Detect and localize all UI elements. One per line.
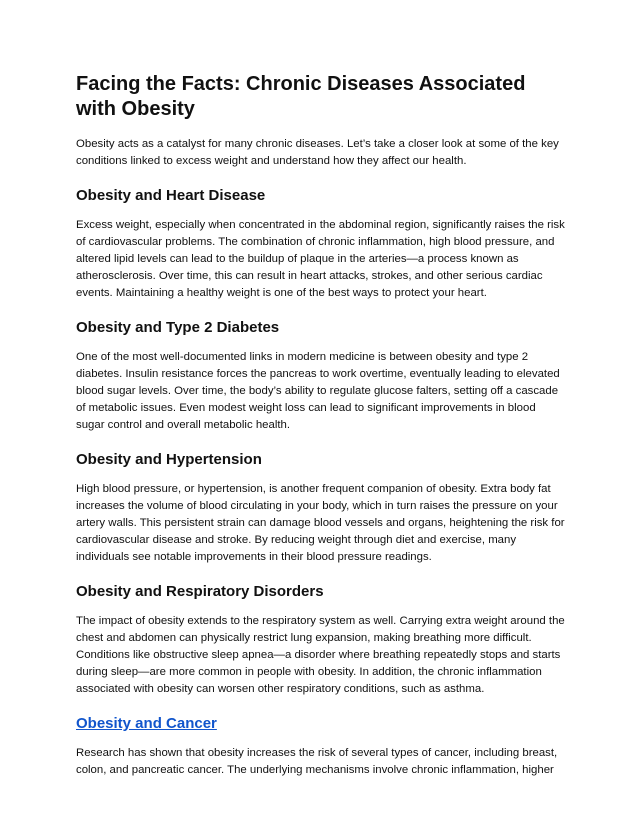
section-heading-cancer	[76, 714, 566, 734]
section-heading-heart-disease: Obesity and Heart Disease	[76, 187, 266, 204]
document-page	[76, 72, 566, 795]
section-heading-type-2-diabetes: Obesity and Type 2 Diabetes	[76, 319, 280, 336]
section-heading-respiratory-disorders: Obesity and Respiratory Disorders	[76, 583, 324, 600]
intro-paragraph: Obesity acts as a catalyst for many chronic diseases. Let’s take a closer look at some of the key conditions linked to excess weight and understand how they affect our health.	[76, 138, 559, 167]
section-body-cancer: Research has shown that obesity increases the risk of several types of cancer, including breast, colon, and pancreatic cancer. The underlying mechanisms involve chronic inflammation, higher	[76, 747, 558, 776]
section-body-heart-disease: Excess weight, especially when concentrated in the abdominal region, significantly raises the risk of cardiovascular problems. The combination of chronic inflammation, high blood pressure, and altered lipid levels can lead to the buildup of plaque in the arteries—a process known as atherosclerosis. Over time, this can result in heart attacks, strokes, and other serious cardiac events. Maintaining a healthy weight is one of the best ways to protect your heart.	[76, 219, 565, 299]
section-body-hypertension: High blood pressure, or hypertension, is another frequent companion of obesity. Extra body fat increases the volume of blood circulating in your body, which in turn raises the pressure on your artery walls. This persistent strain can damage blood vessels and organs, heightening the risk for cardiovascular disease and stroke. By reducing weight through diet and exercise, many individuals see notable improvements in their blood pressure readings.	[76, 483, 565, 563]
page-title: Facing the Facts: Chronic Diseases Associated with Obesity	[76, 73, 526, 120]
section-body-type-2-diabetes: One of the most well-documented links in modern medicine is between obesity and type 2 diabetes. Insulin resistance forces the pancreas to work overtime, eventually leading to elevated blood sugar levels. Over time, the body’s ability to regulate glucose falters, setting off a cascade of metabolic issues. Even modest weight loss can lead to significant improvements in blood sugar control and overall metabolic health.	[76, 351, 560, 431]
section-body-respiratory-disorders: The impact of obesity extends to the respiratory system as well. Carrying extra weight around the chest and abdomen can physically restrict lung expansion, making breathing more difficult. Conditions like obstructive sleep apnea—a disorder where breathing repeatedly stops and starts during sleep—are more common in people with obesity. In addition, the chronic inflammation associated with obesity can worsen other respiratory conditions, such as asthma.	[76, 615, 565, 695]
section-heading-hypertension: Obesity and Hypertension	[76, 451, 262, 468]
cancer-section-link[interactable]: Obesity and Cancer	[76, 715, 217, 732]
